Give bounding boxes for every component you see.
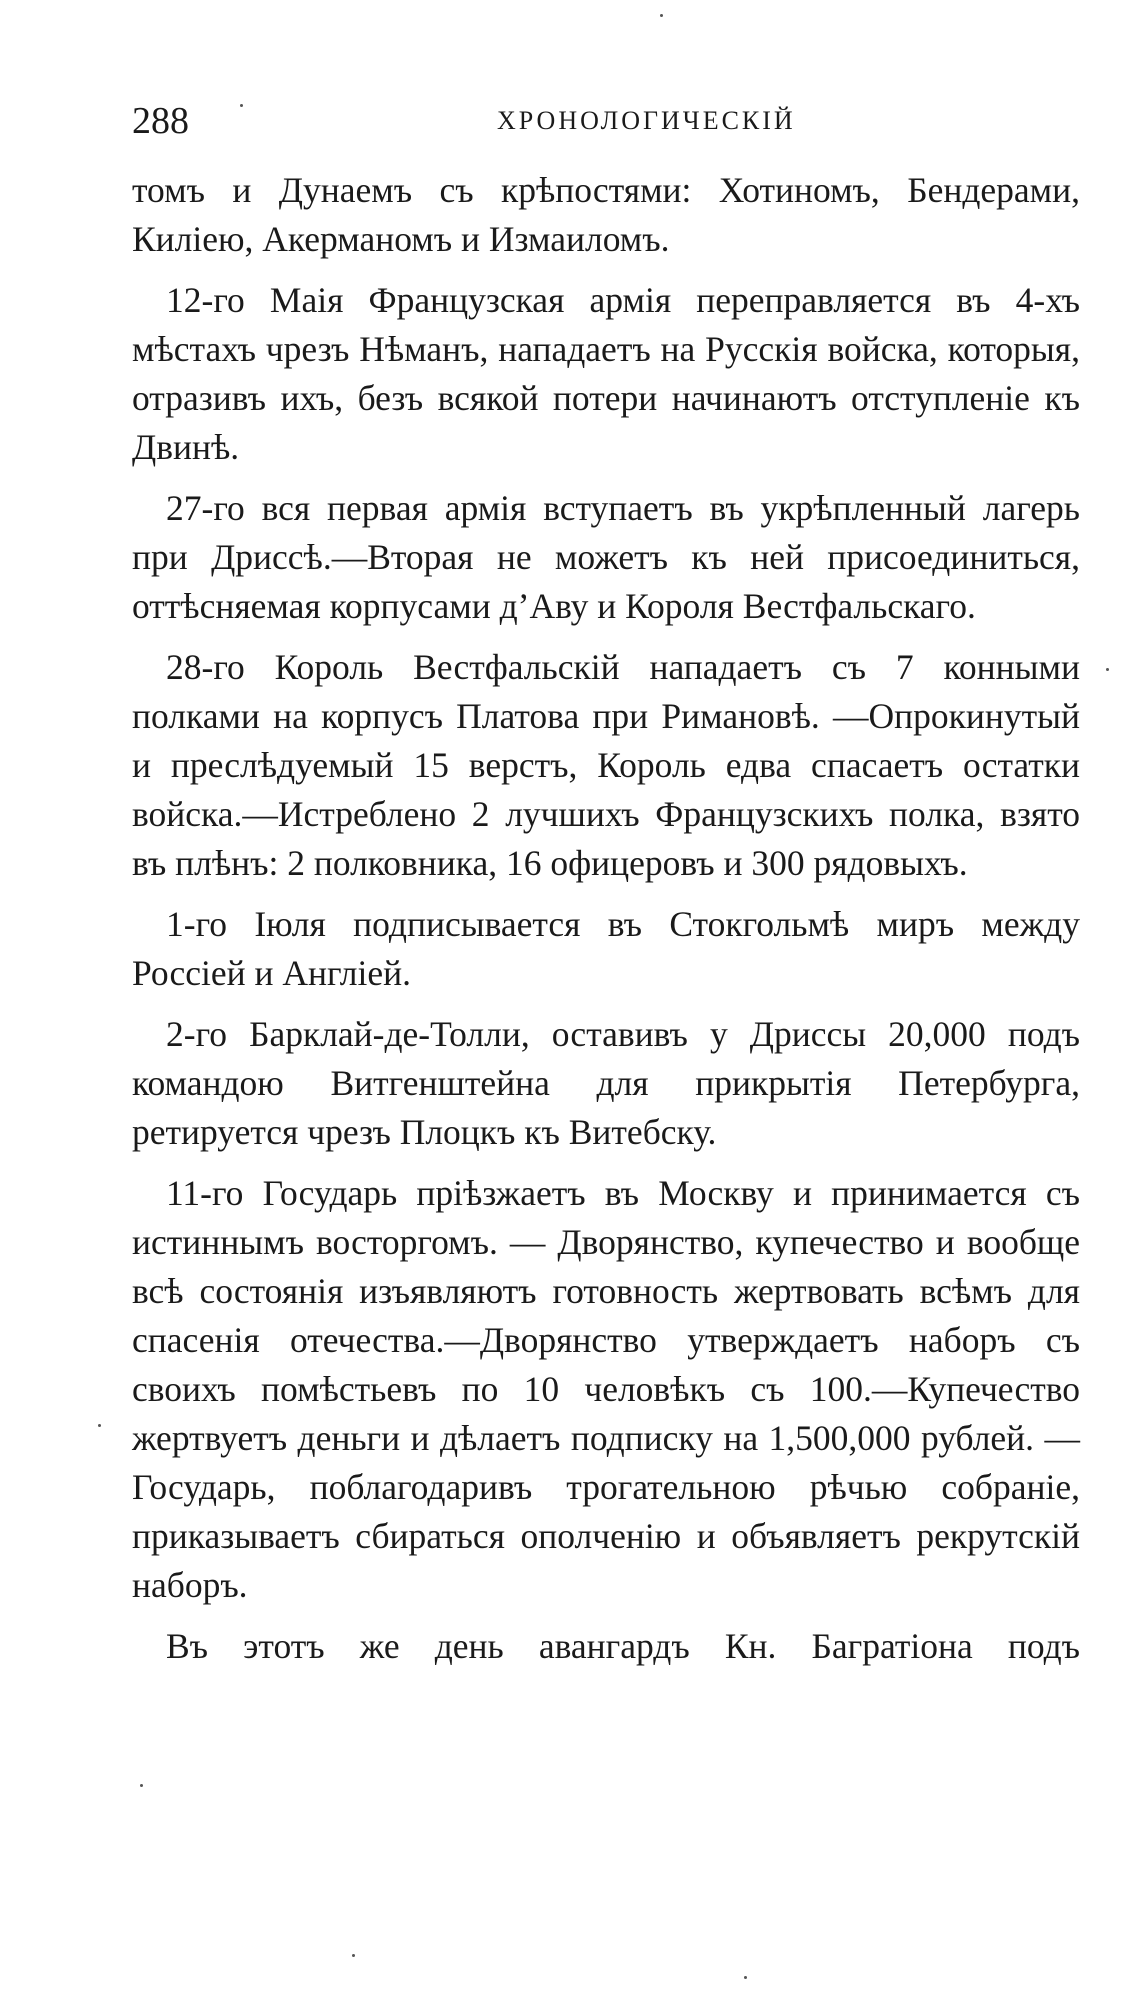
paragraph-july-1: 1-го Іюля подписывается въ Стокгольмѣ миръ между Россіей и Англіей. — [132, 904, 1080, 993]
print-speck — [1106, 668, 1109, 671]
paragraph-may-27: 27-го вся первая армія вступаетъ въ укрѣпленный лагерь при Дриссѣ.—Вторая не можетъ къ ней присоединиться, оттѣсняемая корпусами д’Аву и Короля Вестфальскаго. — [132, 488, 1080, 626]
running-head: ХРОНОЛОГИЧЕСКІЙ — [497, 106, 796, 135]
print-speck — [140, 1784, 143, 1787]
print-speck — [98, 1424, 101, 1427]
body-text — [132, 166, 1080, 1683]
print-speck — [660, 14, 663, 17]
paragraph-may-12: 12-го Маія Французская армія переправляется въ 4-хъ мѣстахъ чрезъ Нѣманъ, нападаетъ на Русскія войска, которыя, отразивъ ихъ, безъ всякой потери начинаютъ отступленіе къ Двинѣ. — [132, 280, 1080, 467]
paragraph-same-day: Въ этотъ же день авангардъ Кн. Багратіона подъ — [166, 1626, 1080, 1666]
paragraph-continuation: томъ и Дунаемъ съ крѣпостями: Хотиномъ, Бендерами, Киліею, Акерманомъ и Измаиломъ. — [132, 170, 1080, 259]
print-speck — [240, 104, 243, 107]
paragraph-july-2: 2-го Барклай-де-Толли, оставивъ у Дриссы 20,000 подъ командою Витгенштейна для прикрытія Петербурга, ретируется чрезъ Плоцкъ къ Витебску. — [132, 1014, 1080, 1152]
paragraph-may-28: 28-го Король Вестфальскій нападаетъ съ 7 конными полками на корпусъ Платова при Римановѣ. —Опрокинутый и преслѣдуемый 15 верстъ, Король едва спасаетъ остатки войска.—Истреблено 2 лучшихъ Французскихъ полка, взято въ плѣнъ: 2 полковника, 16 офицеровъ и 300 рядовыхъ. — [132, 647, 1080, 883]
print-speck — [352, 1954, 355, 1957]
paragraph-july-11: 11-го Государь пріѣзжаетъ въ Москву и принимается съ истиннымъ восторгомъ. — Дворянство, купечество и вообще всѣ состоянія изъявляютъ готовность жертвовать всѣмъ для спасенія отечества.—Дворянство утверждаетъ наборъ съ своихъ помѣстьевъ по 10 человѣкъ съ 100.—Купечество жертвуетъ деньги и дѣлаетъ подписку на 1,500,000 рублей. — Государь, поблагодаривъ трогательною рѣчью собраніе, приказываетъ сбираться ополченію и объявляетъ рекрутскій наборъ. — [132, 1173, 1080, 1605]
page-header — [132, 96, 1080, 146]
print-speck — [744, 1976, 747, 1979]
page-number: 288 — [132, 100, 189, 142]
